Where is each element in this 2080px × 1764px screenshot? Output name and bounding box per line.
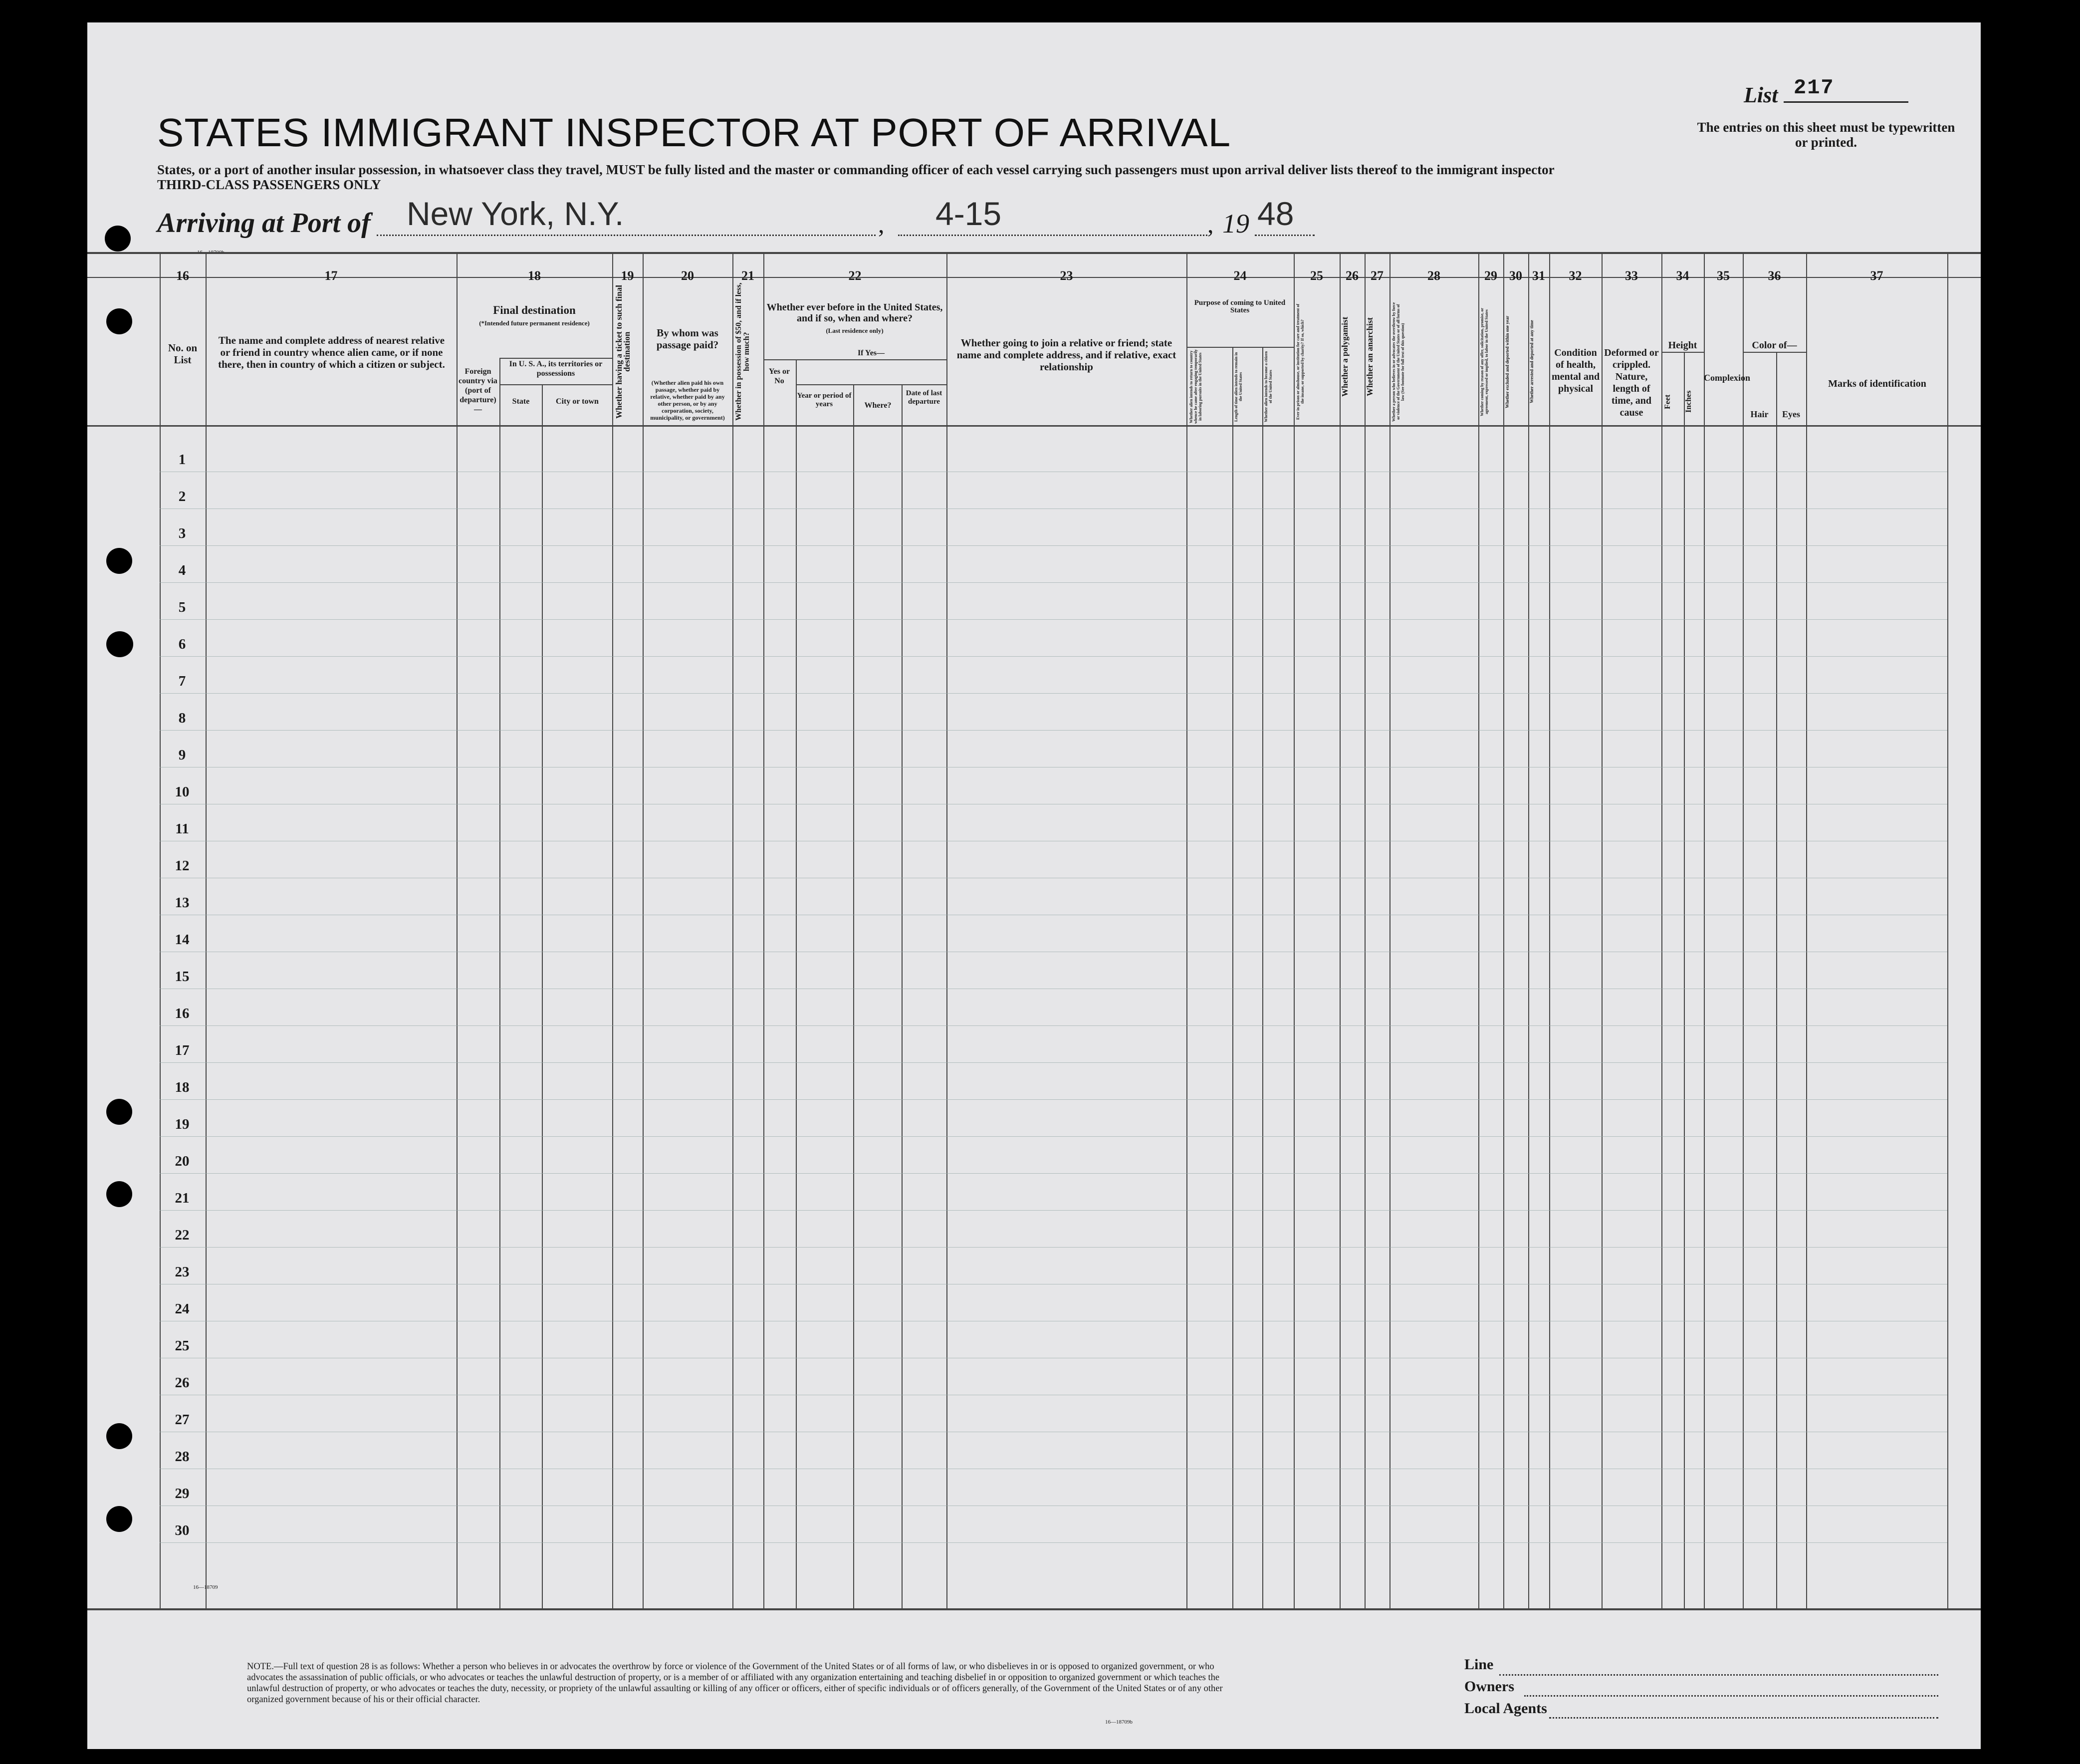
row-number: 18 xyxy=(175,1079,190,1095)
row-number: 16 xyxy=(175,1006,190,1021)
header-19: Whether having a ticket to such final destination xyxy=(614,285,632,419)
colnum-31: 31 xyxy=(1532,268,1545,283)
form-code-top: 16—18700b xyxy=(197,250,225,255)
header-34: Height xyxy=(1668,340,1697,351)
col-line-22-period xyxy=(796,359,797,1608)
header-20-sub: (Whether alien paid his own passage, whether paid by relative, whether paid by any other person, or by any corporation, society, municipality, or government) xyxy=(650,379,725,421)
col-line-23-left xyxy=(946,252,947,1608)
header-22-where: Where? xyxy=(864,401,892,410)
list-number-line xyxy=(1784,101,1908,103)
col-line-34-inches xyxy=(1684,352,1685,1608)
row-number: 22 xyxy=(175,1227,190,1243)
subline-18b xyxy=(499,384,612,385)
colnum-16: 16 xyxy=(176,268,189,283)
header-18-sub: (*Intended future permanent residence) xyxy=(479,319,590,327)
col-line-28-left xyxy=(1389,252,1390,1608)
punch-hole xyxy=(106,631,133,657)
row-number: 2 xyxy=(178,489,186,504)
date-line xyxy=(898,235,1207,236)
col-line-33-left xyxy=(1602,252,1603,1608)
header-22: Whether ever before in the United States, and if so, when and where? xyxy=(766,302,943,324)
header-22-period: Year or period of years xyxy=(797,392,852,408)
header-18-foreign: Foreign country via (port of departure)— xyxy=(459,367,497,414)
colnum-27: 27 xyxy=(1371,268,1384,283)
header-17: The name and complete address of nearest relative or friend in country whence alien came, or if none there, then in country of which a citizen or subject. xyxy=(218,334,445,370)
punch-hole xyxy=(106,308,132,334)
page-title: STATES IMMIGRANT INSPECTOR AT PORT OF ARRIVAL xyxy=(157,110,1231,155)
row-number: 10 xyxy=(175,784,190,800)
header-16: No. on List xyxy=(168,342,198,366)
list-number: 217 xyxy=(1794,76,1835,100)
header-34-inches: Inches xyxy=(1684,390,1693,413)
year-handwritten: 48 xyxy=(1257,195,1294,232)
col-line-30-left xyxy=(1503,252,1504,1608)
row-line xyxy=(160,1062,1947,1063)
col-line-31-left xyxy=(1528,252,1529,1608)
col-line-36-eyes xyxy=(1776,352,1777,1608)
port-handwritten: New York, N.Y. xyxy=(407,195,624,232)
punch-hole xyxy=(106,1099,132,1125)
colnum-24: 24 xyxy=(1233,268,1247,283)
header-22-sub: (Last residence only) xyxy=(826,327,884,334)
row-line xyxy=(160,545,1947,546)
header-37: Marks of identification xyxy=(1828,378,1926,389)
punch-hole xyxy=(106,1423,132,1449)
agents-field xyxy=(1549,1717,1938,1719)
row-line xyxy=(160,1247,1947,1248)
colnum-17: 17 xyxy=(324,268,338,283)
colnum-23: 23 xyxy=(1060,268,1073,283)
row-line xyxy=(160,656,1947,657)
colnum-37: 37 xyxy=(1870,268,1883,283)
table-bottom-border xyxy=(87,1608,1981,1610)
colnum-21: 21 xyxy=(741,268,754,283)
col-line-24-b xyxy=(1232,347,1233,1608)
list-label: List xyxy=(1744,83,1778,107)
colnum-18: 18 xyxy=(528,268,541,283)
col-line-37-left xyxy=(1806,252,1807,1608)
col-line-18-city xyxy=(542,384,543,1608)
row-line xyxy=(160,619,1947,620)
header-29: Whether coming by reason of any offer, solicitation, promise, or agreement, expressed or implied, to labor in the United States xyxy=(1480,307,1489,416)
row-number: 13 xyxy=(175,895,190,911)
col-line-34-left xyxy=(1661,252,1662,1608)
footnote: NOTE.—Full text of question 28 is as follows: Whether a person who believes in or advocates the overthrow by force or violence of the Government of the United States or of all forms of law, or who disbelieves in or is opposed to organized government, or who advocates the assassination of public officials, or who advocates or teaches the unlawful destruction of property, or is a member of or affiliated with any organization entertaining and teaching disbelief in or opposition to organized government or which teaches the unlawful destruction of property, or who advocates or teaches the duty, necessity, or propriety of the unlawful assaulting or killing of any officer or officers, either of specific individuals or of officers generally, of the Government of the United States or of any other organized government because of his or their official character. xyxy=(247,1662,1223,1705)
row-number: 23 xyxy=(175,1264,190,1280)
col-line-16-left xyxy=(160,252,161,1608)
colnum-30: 30 xyxy=(1509,268,1522,283)
colnum-33: 33 xyxy=(1625,268,1638,283)
row-line xyxy=(160,1542,1947,1543)
header-34-feet: Feet xyxy=(1663,394,1672,409)
footnote-code: 16—18709b xyxy=(1105,1719,1133,1725)
punch-hole xyxy=(106,548,132,574)
row-number: 17 xyxy=(175,1042,190,1058)
row-line xyxy=(160,1136,1947,1137)
row-line xyxy=(160,693,1947,694)
col-line-37-right xyxy=(1947,252,1948,1608)
row-number: 3 xyxy=(178,525,186,541)
header-subline xyxy=(157,162,1754,192)
owners-label: Owners xyxy=(1464,1678,1514,1695)
class-line: THIRD-CLASS PASSENGERS ONLY xyxy=(157,177,381,192)
header-22-yesno: Yes or No xyxy=(768,367,790,385)
line-label: Line xyxy=(1464,1656,1494,1673)
table-top-border xyxy=(87,252,1981,254)
entries-note: The entries on this sheet must be typewritten or printed. xyxy=(1697,120,1955,150)
row-line xyxy=(160,582,1947,583)
header-24-c: Whether alien intends to become a citizen of the United States xyxy=(1264,351,1273,423)
header-31: Whether arrested and deported at any time xyxy=(1529,320,1534,404)
col-line-29-left xyxy=(1478,252,1479,1608)
header-36: Color of— xyxy=(1752,340,1797,351)
col-line-36-left xyxy=(1743,252,1744,1608)
col-line-24-left xyxy=(1186,252,1187,1608)
row-line xyxy=(160,1025,1947,1026)
header-35: Complexion xyxy=(1704,373,1751,383)
col-line-19-left xyxy=(612,252,613,1608)
colnum-29: 29 xyxy=(1484,268,1497,283)
subline-24 xyxy=(1186,347,1294,348)
row-number: 1 xyxy=(178,452,186,468)
port-line xyxy=(377,235,876,236)
col-line-27-left xyxy=(1365,252,1366,1608)
row-number: 27 xyxy=(175,1412,190,1428)
col-line-25-left xyxy=(1294,252,1295,1608)
colnum-34: 34 xyxy=(1676,268,1689,283)
header-18-city: City or town xyxy=(556,397,599,406)
punch-hole xyxy=(105,226,131,252)
subline-36 xyxy=(1743,352,1806,353)
col-line-18-left xyxy=(457,252,458,1608)
row-number: 9 xyxy=(178,747,186,763)
header-22-ifyes: If Yes— xyxy=(857,349,885,357)
row-number: 8 xyxy=(178,710,186,726)
col-line-32-left xyxy=(1549,252,1550,1608)
header-32: Condition of health, mental and physical xyxy=(1551,347,1600,394)
header-26: Whether a polygamist xyxy=(1340,316,1350,397)
col-line-22-left xyxy=(763,252,764,1608)
col-line-26-left xyxy=(1340,252,1341,1608)
row-number: 11 xyxy=(175,821,189,837)
header-18-state: State xyxy=(512,397,530,406)
row-number: 26 xyxy=(175,1375,190,1391)
subline-18a xyxy=(499,358,612,359)
colnum-28: 28 xyxy=(1427,268,1440,283)
row-number: 25 xyxy=(175,1338,190,1354)
col-line-22-where xyxy=(853,384,854,1608)
header-24-a: Whether alien intends to return to country whence he came after engaging temporarily in laboring pursuits in the United States xyxy=(1189,349,1202,424)
header-21: Whether in possession of $50, and if less, how much? xyxy=(734,282,751,421)
row-number: 5 xyxy=(178,599,186,615)
row-line xyxy=(160,1173,1947,1174)
colnum-20: 20 xyxy=(681,268,694,283)
header-27: Whether an anarchist xyxy=(1365,317,1375,397)
col-line-21-left xyxy=(732,252,733,1608)
header-24-b: Length of time alien intends to remain in the United States xyxy=(1234,352,1243,422)
comma-1: , xyxy=(878,210,885,238)
row-number: 14 xyxy=(175,932,190,948)
header-36-hair: Hair xyxy=(1750,409,1769,419)
manifest-sheet xyxy=(87,22,1981,1749)
header-18: Final destination xyxy=(493,304,576,316)
row-number: 12 xyxy=(175,858,190,874)
header-22-date: Date of last departure xyxy=(906,389,942,406)
header-20: By whom was passage paid? xyxy=(656,327,719,351)
subline-22a xyxy=(763,359,946,360)
row-number: 19 xyxy=(175,1116,190,1132)
arriving-label: Arriving at Port of xyxy=(157,208,371,239)
col-line-24-c xyxy=(1262,347,1263,1608)
col-line-17-left xyxy=(206,252,207,1608)
header-36-eyes: Eyes xyxy=(1782,409,1800,419)
header-bottom-border xyxy=(87,425,1981,427)
header-23: Whether going to join a relative or friend; state name and complete address, and if relative, exact relationship xyxy=(956,337,1176,373)
colnum-19: 19 xyxy=(621,268,634,283)
row-number: 15 xyxy=(175,969,190,985)
header-25: Ever in prison or almshouse, or institution for care and treatment of the insane, or supported by charity? If so, which? xyxy=(1296,304,1305,420)
punch-hole xyxy=(106,1181,132,1207)
row-number: 24 xyxy=(175,1301,190,1317)
colnum-35: 35 xyxy=(1717,268,1730,283)
row-number: 7 xyxy=(178,673,186,689)
colnum-32: 32 xyxy=(1569,268,1582,283)
col-line-20-left xyxy=(643,252,644,1608)
punch-hole xyxy=(106,1506,132,1532)
header-28: Whether a person who believes in or advocates the overthrow by force or violence of the Government of the United States or of all forms of law (See footnote for full text of this question) xyxy=(1391,302,1405,422)
form-code-bottom: 16—18709 xyxy=(193,1584,218,1590)
row-number: 28 xyxy=(175,1449,190,1465)
row-number: 29 xyxy=(175,1486,190,1502)
col-line-35-left xyxy=(1704,252,1705,1608)
row-number: 6 xyxy=(178,636,186,652)
year-line xyxy=(1255,235,1315,236)
subline-22b xyxy=(796,384,946,385)
row-line xyxy=(160,1210,1947,1211)
line-field xyxy=(1499,1674,1938,1676)
header-24: Purpose of coming to United States xyxy=(1194,299,1286,314)
colnum-25: 25 xyxy=(1310,268,1323,283)
row-line xyxy=(160,730,1947,731)
date-handwritten: 4-15 xyxy=(935,195,1002,232)
header-30: Whether excluded and deported within one year xyxy=(1505,315,1510,408)
row-number: 30 xyxy=(175,1522,190,1538)
col-line-22-date xyxy=(902,384,903,1608)
year-printed: 19 xyxy=(1222,209,1249,239)
row-number: 4 xyxy=(178,562,186,578)
header-18-usa: In U. S. A., its territories or possessions xyxy=(509,360,603,378)
row-line xyxy=(160,1099,1947,1100)
header-33: Deformed or crippled. Nature, length of time, and cause xyxy=(1604,347,1659,418)
colnum-26: 26 xyxy=(1346,268,1359,283)
owners-field xyxy=(1524,1695,1938,1697)
row-number: 21 xyxy=(175,1190,190,1206)
comma-2: , xyxy=(1207,210,1214,238)
row-number: 20 xyxy=(175,1153,190,1169)
header-instruction: States, or a port of another insular possession, in whatsoever class they travel, MUST be fully listed and the master or commanding officer of each vessel carrying such passengers must upon arrival deliver lists thereof to the immigrant inspector xyxy=(157,162,1555,177)
subline-34 xyxy=(1661,352,1704,353)
row-line xyxy=(160,508,1947,509)
agents-label: Local Agents xyxy=(1464,1700,1547,1717)
colnum-22: 22 xyxy=(848,268,862,283)
colnum-36: 36 xyxy=(1768,268,1781,283)
